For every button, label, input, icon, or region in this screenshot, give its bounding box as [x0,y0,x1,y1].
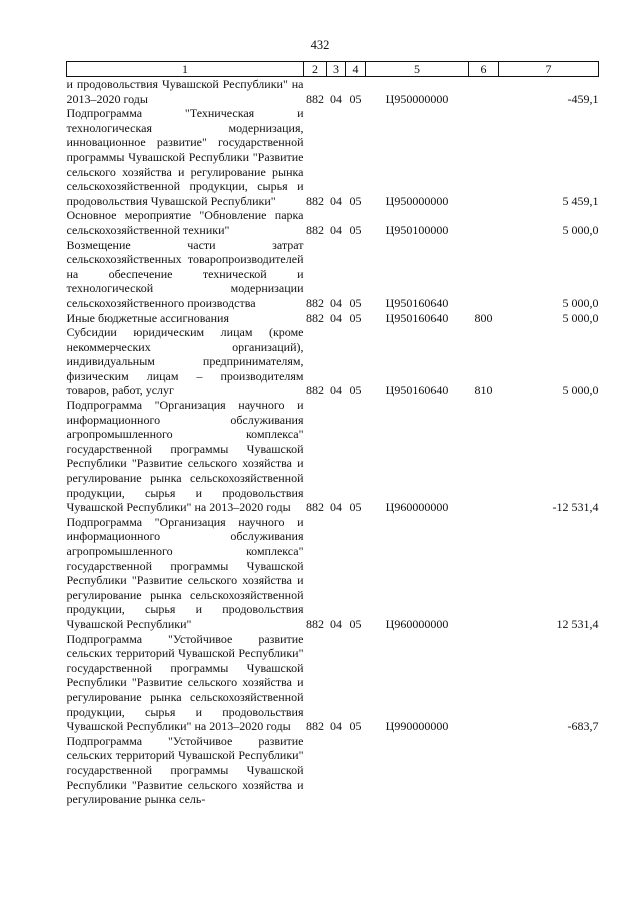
target-article-code: Ц950160640 [385,310,449,325]
table-row [67,325,599,398]
ministry-code: 882 [306,295,324,310]
section-code: 04 [330,310,342,325]
target-article-code: Ц950000000 [385,193,449,208]
column-header: 2 [304,62,327,77]
subsection-code: 05 [349,383,362,398]
subsection-code: 05 [349,616,362,631]
ministry-code [304,734,327,807]
subsection-code: 05 [349,193,362,208]
section-code: 04 [330,91,342,106]
expense-type-code [469,238,499,311]
column-header: 6 [469,62,499,77]
ministry-code: 882 [306,383,324,398]
ministry-code: 882 [306,616,324,631]
target-article-code: Ц950160640 [385,295,449,310]
ministry-code: 882 [306,310,324,325]
amount: 5 000,0 [562,310,599,325]
amount [499,734,599,807]
row-description: Подпрограмма "Организация научного и информационного обслуживания агропромышленного комплекса" государственной программы Чувашской Республики "Развитие сельского хозяйства и регулирование рынка сельскохозяйственной продукции, сырья и продовольствия Чувашской Республики" [66,514,304,631]
target-article-code: Ц960000000 [385,500,449,515]
target-article-code: Ц950100000 [385,222,449,237]
page-number: 432 [310,38,330,52]
row-description: Основное мероприятие "Обновление парка сельскохозяйственной техники" [66,208,304,237]
section-code: 04 [330,193,342,208]
subsection-code: 05 [349,500,362,515]
table-row [67,632,599,734]
amount: 5 000,0 [562,295,599,310]
section-code: 04 [330,616,342,631]
header-row [67,62,599,77]
subsection-code [346,734,366,807]
subsection-code: 05 [349,295,362,310]
table-row [67,515,599,632]
table-row [67,311,599,326]
row-description: Иные бюджетные ассигнования [66,310,229,325]
subsection-code: 05 [349,719,362,734]
table-row [67,106,599,208]
row-description: Возмещение части затрат сельскохозяйственных товаропроизводителей на обеспечение технической и технологической модернизации сельскохозяйственного производства [66,237,304,310]
target-article-code: Ц960000000 [385,616,449,631]
section-code: 04 [330,500,342,515]
target-article-code: Ц950000000 [385,91,449,106]
table-row [67,734,599,807]
expense-type-code: 800 [474,310,493,325]
target-article-code: Ц990000000 [385,719,449,734]
section-code: 04 [330,222,342,237]
expense-type-code [469,106,499,208]
amount: 5 000,0 [562,222,599,237]
subsection-code: 05 [349,222,362,237]
section-code: 04 [330,295,342,310]
ministry-code: 882 [306,222,324,237]
table-row [67,208,599,237]
target-article-code: Ц950160640 [385,383,449,398]
column-header: 4 [346,62,366,77]
amount: 5 459,1 [562,193,599,208]
table-row [67,238,599,311]
row-description: Подпрограмма "Устойчивое развитие сельских территорий Чувашской Республики" государственной программы Чувашской Республики "Развитие сельского хозяйства и регулирование рынка сель- [66,733,304,807]
subsection-code: 05 [349,310,362,325]
table-row [67,398,599,515]
ministry-code: 882 [306,719,324,734]
target-article-code [366,734,469,807]
expense-type-code [469,398,499,515]
amount: -12 531,4 [552,500,599,515]
row-description: и продовольствия Чувашской Республики" на 2013–2020 годы [66,77,304,106]
amount: -459,1 [567,91,599,106]
ministry-code: 882 [306,500,324,515]
expense-type-code [469,734,499,807]
column-header: 7 [499,62,599,77]
budget-table [66,61,599,807]
column-header: 1 [67,62,304,77]
row-description: Подпрограмма "Техническая и технологическая модернизация, инновационное развитие" государственной программы Чувашской Республики "Развитие сельского хозяйства и регулирование рынка сельскохозяйственной продукции, сырья и продовольствия Чувашской Республики" [66,106,304,208]
column-header: 5 [366,62,469,77]
amount: 12 531,4 [556,616,599,631]
amount: -683,7 [567,719,599,734]
row-description: Субсидии юридическим лицам (кроме некоммерческих организаций), индивидуальным предпринимателям, физическим лицам – производителям товаров, работ, услуг [66,325,304,398]
expense-type-code [469,632,499,734]
expense-type-code [469,515,499,632]
section-code: 04 [330,383,342,398]
amount: 5 000,0 [562,383,599,398]
row-description: Подпрограмма "Организация научного и информационного обслуживания агропромышленного комплекса" государственной программы Чувашской Республики "Развитие сельского хозяйства и регулирование рынка сельскохозяйственной продукции, сырья и продовольствия Чувашской Республики" на 2013–2020 годы [66,398,304,515]
row-description: Подпрограмма "Устойчивое развитие сельских территорий Чувашской Республики" государственной программы Чувашской Республики "Развитие сельского хозяйства и регулирование рынка сельскохозяйственной продукции, сырья и продовольствия Чувашской Республики" на 2013–2020 годы [66,631,304,734]
subsection-code: 05 [349,91,362,106]
expense-type-code [469,208,499,237]
column-header: 3 [327,62,346,77]
section-code: 04 [330,719,342,734]
expense-type-code: 810 [474,383,493,398]
section-code [327,734,346,807]
ministry-code: 882 [306,91,324,106]
ministry-code: 882 [306,193,324,208]
table-row [67,77,599,107]
expense-type-code [469,77,499,107]
